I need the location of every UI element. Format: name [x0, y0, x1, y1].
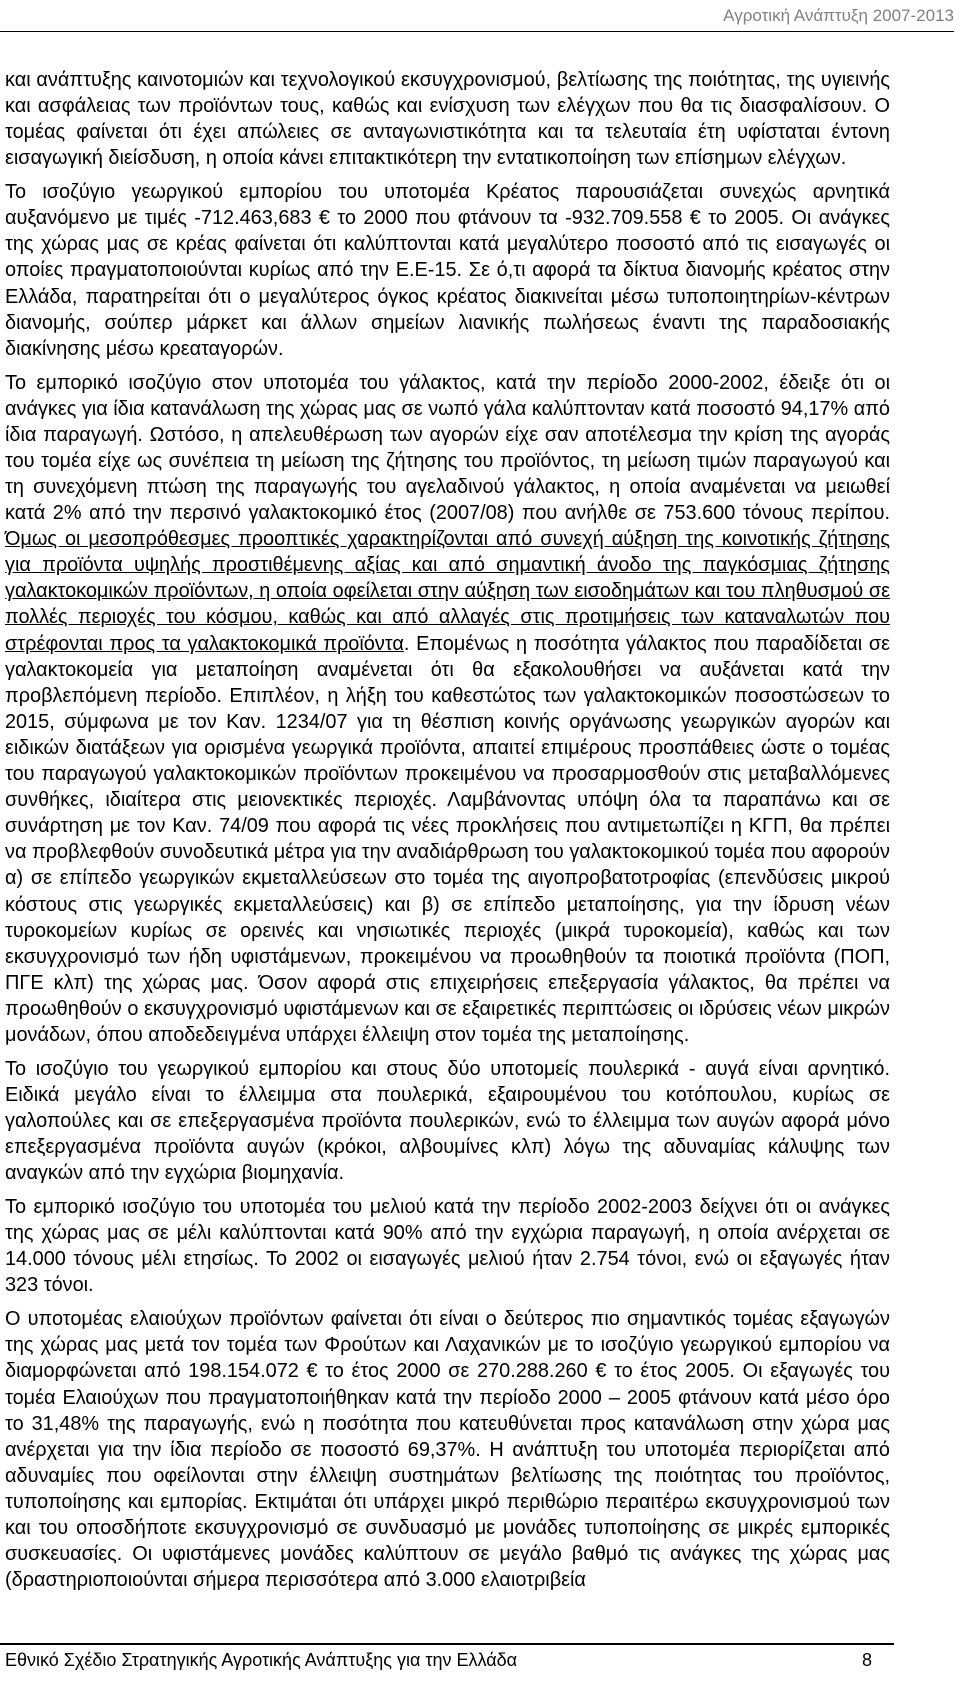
paragraph-milk-underlined: Όμως οι μεσοπρόθεσμες προοπτικές χαρακτηρίζονται από συνεχή αύξηση της κοινοτικής ζήτησης για προϊόντα υψηλής προστιθέμενης αξίας και από σημαντική άνοδο της παγκόσμιας ζήτησης γαλακτοκομικών προϊόντων, η οποία οφείλεται στην αύξηση των εισοδημάτων και του πληθυσμού σε πολλές περιοχές του κόσμου, καθώς και από αλλαγές στις προτιμήσεις των καταναλωτών που στρέφονται προς τα γαλακτοκομικά προϊόντα	[5, 528, 890, 655]
running-header	[0, 0, 954, 40]
page-number: 8	[861, 1650, 872, 1670]
footer-rule	[0, 1643, 894, 1645]
paragraph-olive-oil: Ο υποτομέας ελαιούχων προϊόντων φαίνεται ότι είναι ο δεύτερος πιο σημαντικός τομέας εξαγωγών της χώρας μας μετά τον τομέα των Φρούτων και Λαχανικών με το ισοζύγιο γεωργικού εμπορίου να διαμορφώνεται από 198.154.072 € το έτος 2000 σε 270.288.260 € το έτος 2005. Οι εξαγωγές του τομέα Ελαιούχων που πραγματοποιήθηκαν κατά την περίοδο 2000 – 2005 φτάνουν κατά μέσο όρο το 31,48% της παραγωγής, ενώ η ποσότητα που κατευθύνεται προς κατανάλωση στην χώρα μας ανέρχεται για την ίδια περίοδο σε ποσοστό 69,37%. Η ανάπτυξη του υποτομέα περιορίζεται από αδυναμίες που οφείλονται στην έλλειψη συστημάτων βελτίωσης της ποιότητας του προϊόντος, τυποποίησης και εμπορίας. Εκτιμάται ότι υπάρχει μικρό περιθώριο περαιτέρω εκσυγχρονισμού των και του οποσδήποτε εκσυγχρονισμό σε συνδυασμό με μονάδες τυποποίησης σε μικρές εμπορικές συσκευασίες. Οι υφιστάμενες μονάδες καλύπτουν σε μεγάλο βαθμό τις ανάγκες της χώρας μας (δραστηριοποιούνται σήμερα περισσότερα από 3.000 ελαιοτριβεία	[5, 1308, 890, 1592]
header-rule	[0, 31, 954, 32]
paragraph-milk	[5, 370, 890, 1048]
paragraph-milk-text-after: . Επομένως η ποσότητα γάλακτος που παραδίδεται σε γαλακτοκομεία για μεταποίηση αναμένεται ότι θα εξακολουθήσει να αυξάνεται κατά την προβλεπόμενη περίοδο. Επιπλέον, η λήξη του καθεστώτος των γαλακτοκομικών ποσοστώσεων το 2015, σύμφωνα με τον Καν. 1234/07 για τη θέσπιση κοινής οργάνωσης γεωργικών αγορών και ειδικών διατάξεων για ορισμένα γεωργικά προϊόντα, απαιτεί επιμέρους προσπάθειες ώστε ο τομέας του παραγωγού γαλακτοκομικών προϊόντων προκειμένου να προσαρμοσθούν στις μεταβαλλόμενες συνθήκες, ιδιαίτερα στις μειονεκτικές περιοχές. Λαμβάνοντας υπόψη όλα τα παραπάνω και σε συνάρτηση με τον Καν. 74/09 που αφορά τις νέες προκλήσεις που αντιμετωπίζει η ΚΓΠ, θα πρέπει να προβλεφθούν συνοδευτικά μέτρα για την αναδιάρθρωση του γαλακτοκομικού τομέα που αφορούν α) σε επίπεδο γεωργικών εκμεταλλεύσεων στο τομέα της αιγοπροβατοτροφίας (επενδύσεις μικρού κόστους στις γεωργικές εκμεταλλεύσεις) και β) σε επίπεδο μεταποίησης, για την ίδρυση νέων τυροκομείων κυρίως σε ορεινές και νησιωτικές περιοχές (μικρά τυροκομεία), καθώς και των εκσυγχρονισμό των ήδη υφιστάμενων, προκειμένου να προωθηθούν τα ποιοτικά προϊόντα (ΠΟΠ, ΠΓΕ κλπ) της χώρας μας. Όσον αφορά στις επιχειρήσεις επεξεργασία γάλακτος, θα πρέπει να προωθηθούν ο εκσυγχρονισμό υφιστάμενων και σε εξαιρετικές περιπτώσεις οι ιδρύσεις νέων μικρών μονάδων, όπου αποδεδειγμένα υπάρχει έλλειψη στον τομέα της μεταποίησης.	[5, 632, 890, 1046]
paragraph-meat: Το ισοζύγιο γεωργικού εμπορίου του υποτομέα Κρέατος παρουσιάζεται συνεχώς αρνητικά αυξανόμενο με τιμές -712.463,683 € το 2000 που φτάνουν τα -932.709.558 € το 2005. Οι ανάγκες της χώρας μας σε κρέας φαίνεται ότι καλύπτονται κατά μεγαλύτερο ποσοστό από τις εισαγωγές οι οποίες πραγματοποιούνται κυρίως από την Ε.Ε-15. Σε ό,τι αφορά τα δίκτυα διανομής κρέατος στην Ελλάδα, παρατηρείται ότι ο μεγαλύτερος όγκος κρέατος διακινείται μέσω τυποποιητηρίων-κέντρων διανομής, σούπερ μάρκετ και άλλων σημείων λιανικής πωλήσεως έναντι της παραδοσιακής διακίνησης μέσω κρεαταγορών.	[5, 181, 890, 360]
running-title: Αγροτική Ανάπτυξη 2007-2013	[723, 6, 954, 25]
paragraph-milk-text-before: Το εμπορικό ισοζύγιο στον υποτομέα του γάλακτος, κατά την περίοδο 2000-2002, έδειξε ότι οι ανάγκες για ίδια κατανάλωση της χώρας μας σε νωπό γάλα καλύπτονταν κατά ποσοστό 94,17% από ίδια παραγωγή. Ωστόσο, η απελευθέρωση των αγορών είχε σαν αποτέλεσμα την κρίση της αγοράς του τομέα είχε ως συνέπεια τη μείωση της ζήτησης του προϊόντος, τη μείωση τιμών παραγωγού και τη συνεχόμενη πτώση της παραγωγής του αγελαδινού γάλακτος, η οποία αναμένεται να μειωθεί κατά 2% από την περσινό γαλακτοκομικό έτος (2007/08) που ανήλθε σε 753.600 τόνους περίπου.	[5, 371, 890, 525]
document-body	[5, 67, 890, 1593]
paragraph-honey: Το εμπορικό ισοζύγιο του υποτομέα του μελιού κατά την περίοδο 2002-2003 δείχνει ότι οι ανάγκες της χώρας μας σε μέλι καλύπτονται κατά 90% από την εγχώρια παραγωγή, η οποία ανέρχεται σε 14.000 τόνους μέλι ετησίως. Το 2002 οι εισαγωγές μελιού ήταν 2.754 τόνοι, ενώ οι εξαγωγές ήταν 323 τόνοι.	[5, 1196, 890, 1297]
paragraph-dairy-intro: και ανάπτυξης καινοτομιών και τεχνολογικού εκσυγχρονισμού, βελτίωσης της ποιότητας, της υγιεινής και ασφάλειας των προϊόντων τους, καθώς και ενίσχυση των ελέγχων που θα τις διασφαλίσουν. Ο τομέας φαίνεται ότι έχει απώλειες σε ανταγωνιστικότητα και τα τελευταία έτη υφίσταται έντονη εισαγωγική διείσδυση, η οποία κάνει επιτακτικότερη την εντατικοποίηση των επίσημων ελέγχων.	[5, 69, 890, 170]
page-footer	[5, 1650, 890, 1676]
paragraph-poultry-eggs: Το ισοζύγιο του γεωργικού εμπορίου και στους δύο υποτομείς πουλερικά - αυγά είναι αρνητικό. Ειδικά μεγάλο είναι το έλλειμμα στα πουλερικά, εξαιρουμένου του κοτόπουλου, κυρίως σε γαλοπούλες και σε επεξεργασμένα προϊόντα πουλερικών, ενώ το έλλειμμα των αυγών αφορά μόνο επεξεργασμένα προϊόντα αυγών (κρόκοι, αλβουμίνες κλπ) λόγω της αδυναμίας κάλυψης των αναγκών από την εγχώρια βιομηχανία.	[5, 1057, 890, 1185]
footer-title: Εθνικό Σχέδιο Στρατηγικής Αγροτικής Ανάπτυξης για την Ελλάδα	[5, 1650, 518, 1670]
